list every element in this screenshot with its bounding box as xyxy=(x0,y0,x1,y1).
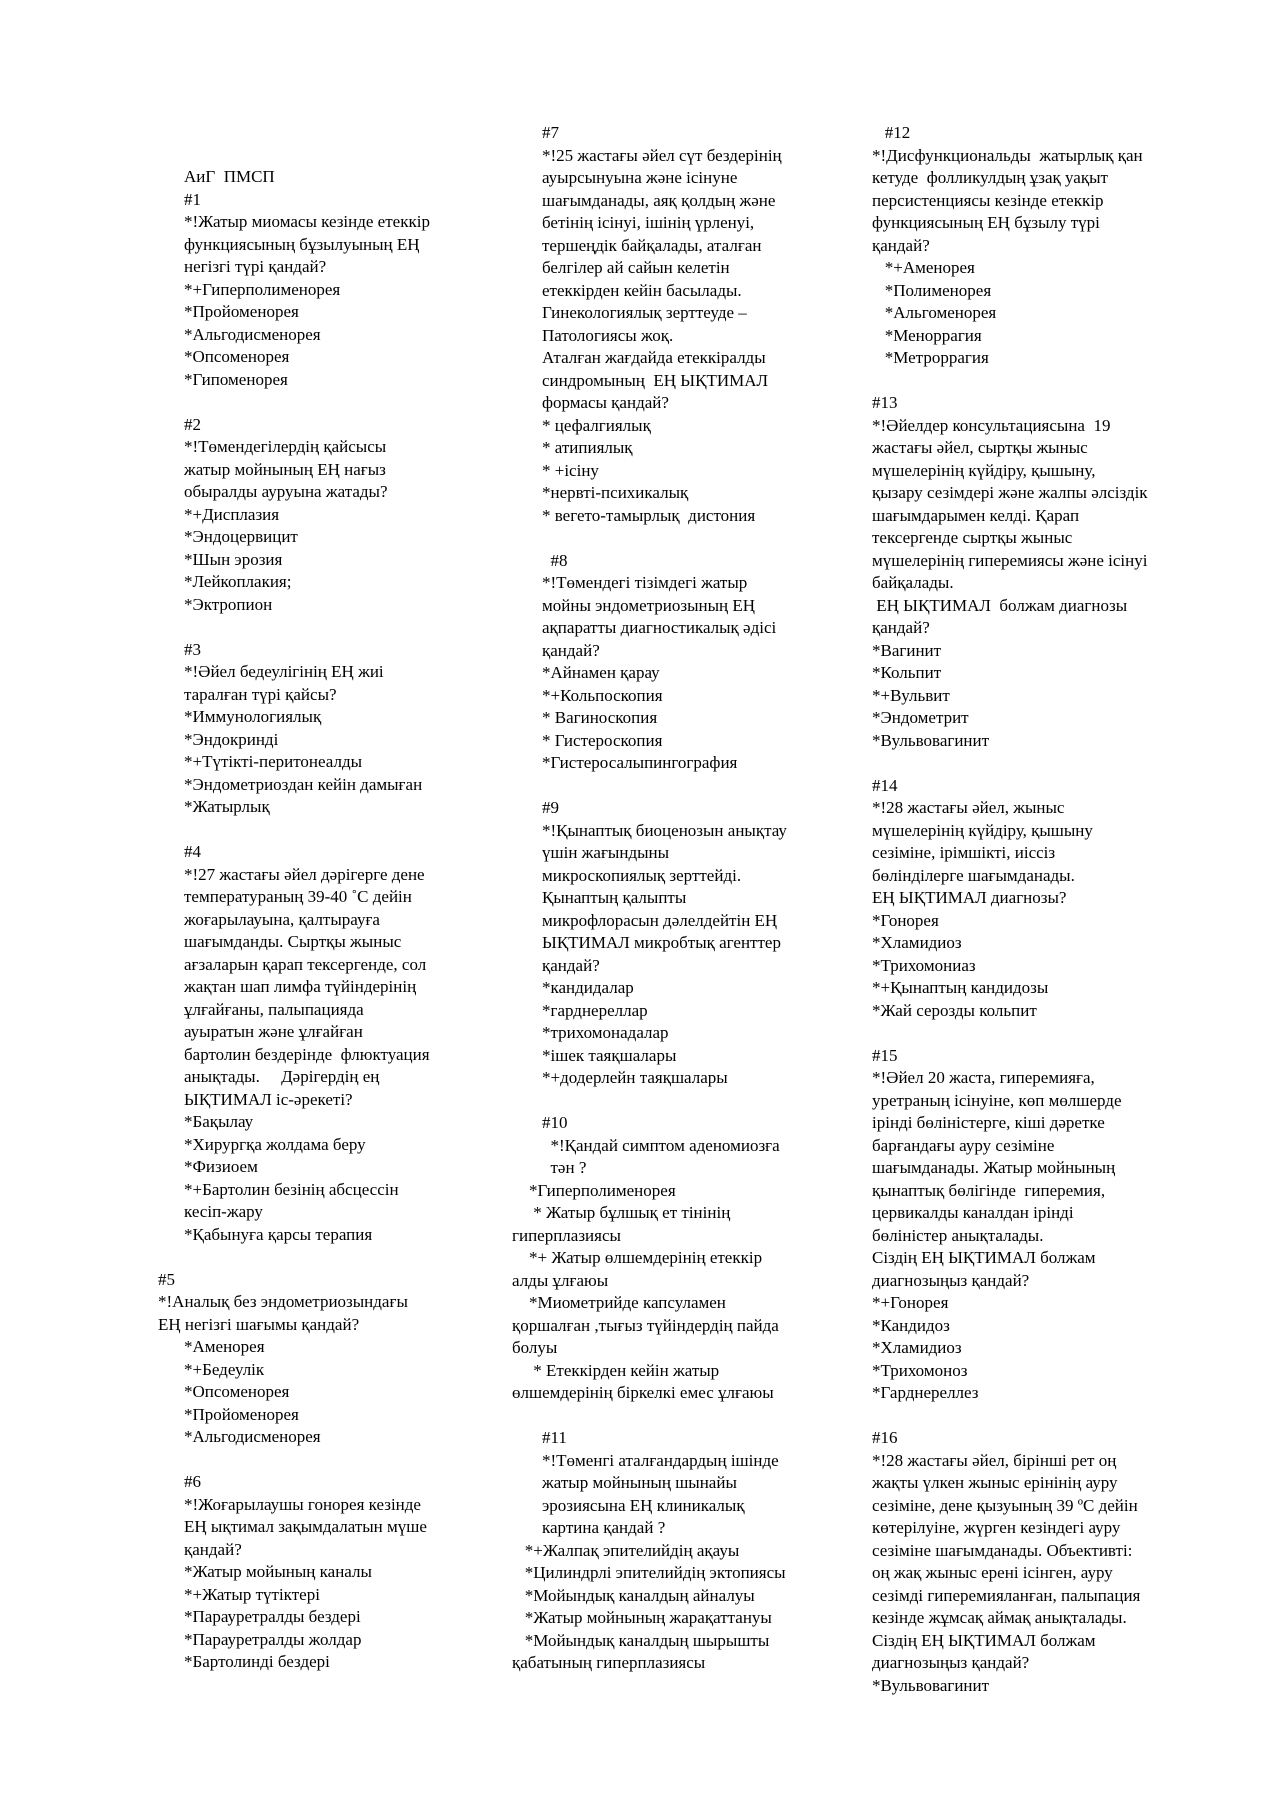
text-line: #10 xyxy=(542,1113,568,1132)
text-line: температураның 39-40 ˚С дейін xyxy=(184,887,412,906)
question-block xyxy=(184,1471,430,1674)
question-block xyxy=(872,1427,1148,1697)
text-line: *!Жоғарылаушы гонорея кезінде xyxy=(184,1494,421,1514)
text-line: *!Төмендегі тізімдегі жатыр xyxy=(542,573,748,592)
blank-line xyxy=(872,370,1148,393)
text-line: *+Жатыр түтіктері xyxy=(184,1584,320,1604)
text-line: мойны эндометриозының ЕҢ xyxy=(542,595,756,615)
text-line: *Альгоменорея xyxy=(872,303,997,322)
text-line: мүшелерінің гиперемиясы және ісінуі xyxy=(872,550,1148,570)
blank-line xyxy=(184,819,430,842)
text-line: *Хламидиоз xyxy=(872,1338,962,1357)
text-line: ЕҢ ықтимал зақымдалатын мүше xyxy=(184,1517,427,1536)
text-line: алды ұлғаюы xyxy=(512,1270,609,1290)
text-line: тершеңдік байқалады, аталған xyxy=(542,235,762,255)
text-line: #6 xyxy=(184,1472,201,1491)
text-line: шағымданады. Жатыр мойнының xyxy=(872,1158,1116,1177)
text-line: *!Әйел бедеулігінің ЕҢ жиі xyxy=(184,662,384,681)
text-line: *!Әйел 20 жаста, гиперемияға, xyxy=(872,1068,1095,1087)
text-line: мүшелерінің күйдіру, қышыну, xyxy=(872,460,1096,480)
text-line: *Кольпит xyxy=(872,663,942,682)
text-line: *+Түтікті-перитонеалды xyxy=(184,752,363,771)
text-line: *!25 жастағы әйел сүт бездерінің xyxy=(542,145,782,165)
text-line: *+Кольпоскопия xyxy=(542,685,663,705)
text-line: * Жатыр бұлшық ет тінінің xyxy=(512,1203,731,1222)
blank-line xyxy=(184,391,430,414)
blank-line xyxy=(872,1022,1148,1045)
text-line: кезінде жұмсақ аймақ анықталады. xyxy=(872,1608,1127,1627)
text-line: *+Гиперполименорея xyxy=(184,279,341,299)
text-line: синдромының ЕҢ ЫҚТИМАЛ xyxy=(542,370,769,390)
text-line: *Гиперполименорея xyxy=(512,1180,676,1200)
text-line: *+додерлейн таяқшалары xyxy=(542,1068,728,1087)
text-line: *+Аменорея xyxy=(872,258,975,277)
text-line: *+Гонорея xyxy=(872,1293,949,1312)
question-block xyxy=(542,550,787,775)
text-line: бөлінділерге шағымданады. xyxy=(872,865,1075,885)
text-line: #3 xyxy=(184,639,201,659)
text-line: *Хирургқа жолдама беру xyxy=(184,1134,366,1154)
text-line: уретраның ісінуіне, көп мөлшерде xyxy=(872,1090,1122,1110)
text-line: *Айнамен қарау xyxy=(542,663,660,682)
text-line: ЕҢ ЫҚТИМАЛ диагнозы? xyxy=(872,888,1067,907)
text-line: *Гарднереллез xyxy=(872,1383,979,1402)
text-line: функциясының бұзылуының ЕҢ xyxy=(184,234,420,254)
text-line: оң жақ жыныс ерені ісінген, ауру xyxy=(872,1563,1113,1582)
blank-line xyxy=(184,616,430,639)
question-block xyxy=(184,166,430,391)
text-line: *Полименорея xyxy=(872,280,992,300)
text-line: *Эндокринді xyxy=(184,729,279,749)
question-block xyxy=(542,1427,787,1540)
text-line: *!Қандай симптом аденомиозға xyxy=(542,1135,780,1155)
text-line: барғандағы ауру сезіміне xyxy=(872,1135,1055,1155)
text-line: сезіміне, ірімшікті, иіссіз xyxy=(872,843,1056,862)
text-line: *!Әйелдер консультациясына 19 xyxy=(872,415,1111,435)
question-block xyxy=(184,414,430,617)
blank-line xyxy=(184,1246,430,1269)
text-line: ауырсынуына және ісінуне xyxy=(542,168,738,187)
text-line: жатыр мойнының шынайы xyxy=(542,1473,737,1492)
text-line: *Бартолинді бездері xyxy=(184,1652,330,1671)
text-line: *Вагинит xyxy=(872,640,942,660)
text-line: * цефалгиялық xyxy=(542,415,651,435)
text-line: *трихомонадалар xyxy=(542,1023,669,1042)
text-line: ЕҢ негізгі шағымы қандай? xyxy=(158,1314,360,1334)
text-line: сезіміне, дене қызуының 39 ºС дейін xyxy=(872,1495,1138,1515)
text-line: *Трихомониаз xyxy=(872,955,976,975)
text-line: қандай? xyxy=(872,618,930,637)
text-line: қандай? xyxy=(542,640,600,660)
text-line: *Гипоменорея xyxy=(184,369,288,389)
text-line: *Хламидиоз xyxy=(872,933,962,952)
blank-line xyxy=(542,775,787,798)
text-line: таралған түрі қайсы? xyxy=(184,684,337,704)
text-line: бетінің ісінуі, ішінің үрленуі, xyxy=(542,213,755,232)
text-line: АиГ ПМСП xyxy=(184,167,275,186)
question-block xyxy=(512,1180,787,1405)
text-line: көтерілуіне, жүрген кезіндегі ауру xyxy=(872,1518,1121,1537)
question-block xyxy=(158,1269,430,1337)
text-line: кесіп-жару xyxy=(184,1202,263,1221)
text-line: *+Бартолин безінің абсцессін xyxy=(184,1179,399,1199)
text-line: *Парауретралды бездері xyxy=(184,1607,361,1626)
text-line: функциясының ЕҢ бұзылу түрі xyxy=(872,213,1100,232)
question-block xyxy=(542,797,787,1090)
text-line: *Альгодисменорея xyxy=(184,324,321,344)
text-line: персистенциясы кезінде етеккір xyxy=(872,190,1104,210)
text-line: *!28 жастағы әйел, жыныс xyxy=(872,798,1065,817)
text-line: *Физиоем xyxy=(184,1157,258,1176)
text-line: цервикалды каналдан ірінді xyxy=(872,1203,1074,1222)
text-line: *Аменорея xyxy=(184,1337,265,1356)
text-line: Патологиясы жоқ. xyxy=(542,325,674,345)
text-line: *!Аналық без эндометриозындағы xyxy=(158,1292,408,1311)
text-line: Гинекологиялық зерттеуде – xyxy=(542,303,747,322)
text-line: шағымданады, аяқ қолдың және xyxy=(542,190,776,210)
text-line: тән ? xyxy=(542,1158,587,1177)
text-line: * Етеккірден кейін жатыр xyxy=(512,1360,720,1380)
text-line: ЫҚТИМАЛ іс-әрекеті? xyxy=(184,1089,353,1109)
text-line: *+Вульвит xyxy=(872,685,950,705)
text-line: *!Жатыр миомасы кезінде етеккір xyxy=(184,212,430,231)
text-line: ұлғайғаны, палыпацияда xyxy=(184,999,364,1019)
text-line: *Парауретралды жолдар xyxy=(184,1629,362,1649)
text-line: қынаптық бөлігінде гиперемия, xyxy=(872,1180,1106,1200)
text-line: #8 xyxy=(542,550,568,570)
text-line: *Лейкоплакия; xyxy=(184,572,292,591)
blank-line xyxy=(184,1449,430,1472)
text-line: гиперплазиясы xyxy=(512,1225,621,1245)
question-block xyxy=(872,392,1148,752)
text-line: микроскопиялық зерттейді. xyxy=(542,865,742,885)
text-line: ақпаратты диагностикалық әдісі xyxy=(542,618,777,637)
text-line: *+ Жатыр өлшемдерінің етеккір xyxy=(512,1248,763,1267)
text-line: диагнозыңыз қандай? xyxy=(872,1270,1030,1290)
text-line: кетуде фолликулдың ұзақ уақыт xyxy=(872,168,1108,187)
text-line: *Эндоцервицит xyxy=(184,527,298,546)
text-line: *Пройоменорея xyxy=(184,1404,299,1424)
text-line: ауыратын және ұлғайған xyxy=(184,1022,363,1041)
text-line: *Бақылау xyxy=(184,1112,254,1131)
text-line: *+Жалпақ эпителийдің ақауы xyxy=(512,1540,740,1560)
text-line: үшін жағындыны xyxy=(542,843,670,862)
question-block xyxy=(872,1045,1148,1405)
text-line: *!Төменгі аталғандардың ішінде xyxy=(542,1450,779,1470)
text-line: *Трихомоноз xyxy=(872,1360,968,1380)
text-line: *Қабынуға қарсы терапия xyxy=(184,1224,373,1244)
text-line: *!Қынаптық биоценозын анықтау xyxy=(542,820,787,840)
text-line: * атипиялық xyxy=(542,438,633,457)
text-line: #11 xyxy=(542,1428,567,1447)
text-line: анықтады. Дәрігердің ең xyxy=(184,1067,380,1086)
text-line: *Гистеросалыпингография xyxy=(542,753,738,772)
text-line: бартолин бездерінде флюктуация xyxy=(184,1044,430,1064)
text-line: *Метроррагия xyxy=(872,348,989,367)
text-line: #1 xyxy=(184,189,201,209)
question-block xyxy=(872,122,1148,370)
text-line: *Опсоменорея xyxy=(184,1382,290,1401)
text-line: негізгі түрі қандай? xyxy=(184,257,327,276)
text-line: етеккірден кейін басылады. xyxy=(542,280,742,300)
text-line: *!27 жастағы әйел дәрігерге дене xyxy=(184,864,425,884)
text-line: *Жатыр мойнының жарақаттануы xyxy=(512,1608,772,1627)
text-line: *кандидалар xyxy=(542,978,634,997)
text-line: *Эндометрит xyxy=(872,708,969,727)
text-line: сезіміне шағымданады. Объективті: xyxy=(872,1540,1133,1560)
text-line: жақтан шап лимфа түйіндерінің xyxy=(184,977,417,996)
text-line: *Шын эрозия xyxy=(184,549,283,569)
blank-line xyxy=(542,1090,787,1113)
column-left xyxy=(158,166,430,1674)
text-line: диагнозыңыз қандай? xyxy=(872,1653,1030,1672)
text-line: * Гистероскопия xyxy=(542,730,663,750)
text-line: белгілер ай сайын келетін xyxy=(542,258,730,277)
text-line: *Жатырлық xyxy=(184,797,270,816)
text-line: #9 xyxy=(542,798,559,817)
text-line: #4 xyxy=(184,842,201,861)
column-middle xyxy=(512,122,787,1675)
text-line: *гарднереллар xyxy=(542,1000,648,1020)
text-line: шағымдарымен келді. Қарап xyxy=(872,505,1080,525)
text-line: эрозиясына ЕҢ клиникалық xyxy=(542,1495,745,1515)
text-line: жастағы әйел, сыртқы жыныс xyxy=(872,438,1088,457)
text-line: ЕҢ ЫҚТИМАЛ болжам диагнозы xyxy=(872,595,1128,615)
text-line: сезімді гиперемияланған, палыпация xyxy=(872,1585,1141,1605)
text-line: * +ісіну xyxy=(542,460,599,480)
text-line: *Эктропион xyxy=(184,594,273,614)
text-line: формасы қандай? xyxy=(542,393,669,412)
text-line: #15 xyxy=(872,1045,898,1065)
text-line: #13 xyxy=(872,393,898,412)
question-block xyxy=(542,122,787,527)
text-line: *Мойындық каналдың айналуы xyxy=(512,1585,755,1605)
text-line: обыралды ауруына жатады? xyxy=(184,482,388,501)
text-line: *Меноррагия xyxy=(872,325,982,345)
text-line: *нервті-психикалық xyxy=(542,483,689,502)
text-line: *+Дисплазия xyxy=(184,504,280,524)
text-line: ағзаларын қарап тексергенде, сол xyxy=(184,954,427,974)
text-line: болуы xyxy=(512,1338,558,1357)
question-block xyxy=(542,1112,787,1180)
text-line: тексергенде сыртқы жыныс xyxy=(872,528,1073,547)
text-line: *Миометрийде капсуламен xyxy=(512,1293,726,1312)
text-line: *Жай серозды кольпит xyxy=(872,1000,1037,1020)
text-line: мүшелерінің күйдіру, қышыну xyxy=(872,820,1093,840)
text-line: *!Төмендегілердің қайсысы xyxy=(184,437,387,456)
text-line: *Иммунологиялық xyxy=(184,707,322,726)
text-line: байқалады. xyxy=(872,573,954,592)
blank-line xyxy=(542,1405,787,1428)
text-line: *Вульвовагинит xyxy=(872,1675,990,1695)
text-line: *ішек таяқшалары xyxy=(542,1045,677,1065)
text-line: *Эндометриоздан кейін дамыған xyxy=(184,774,423,794)
column-right xyxy=(872,122,1148,1697)
text-line: #5 xyxy=(158,1269,175,1289)
text-line: *Гонорея xyxy=(872,910,939,930)
text-line: Аталған жағдайда етеккіралды xyxy=(542,348,766,367)
text-line: *Жатыр мойының каналы xyxy=(184,1562,372,1581)
question-block xyxy=(512,1540,787,1675)
question-block xyxy=(184,639,430,819)
blank-line xyxy=(542,527,787,550)
text-line: қоршалған ,тығыз түйіндердің пайда xyxy=(512,1315,779,1335)
text-line: картина қандай ? xyxy=(542,1518,666,1537)
text-line: өлшемдерінің біркелкі емес ұлғаюы xyxy=(512,1383,774,1402)
text-line: *+Бедеулік xyxy=(184,1359,265,1379)
text-line: #16 xyxy=(872,1428,898,1447)
text-line: микрофлорасын дәлелдейтін ЕҢ xyxy=(542,910,778,930)
text-line: жақты үлкен жыныс ерінінің ауру xyxy=(872,1473,1118,1492)
text-line: *Мойындық каналдың шырышты xyxy=(512,1630,770,1650)
text-line: *!Дисфункциональды жатырлық қан xyxy=(872,145,1143,165)
text-line: *!28 жастағы әйел, бірінші рет оң xyxy=(872,1450,1117,1470)
text-line: қандай? xyxy=(542,955,600,975)
text-line: ЫҚТИМАЛ микробтық агенттер xyxy=(542,933,781,952)
text-line: жоғарылауына, қалтырауға xyxy=(184,909,380,929)
question-block xyxy=(184,1336,430,1449)
text-line: #14 xyxy=(872,775,898,795)
text-line: бөліністер анықталады. xyxy=(872,1225,1044,1245)
text-line: *Вульвовагинит xyxy=(872,730,990,750)
text-line: Сіздің ЕҢ ЫҚТИМАЛ болжам xyxy=(872,1630,1096,1650)
text-line: #2 xyxy=(184,414,201,434)
text-line: қандай? xyxy=(184,1539,242,1559)
text-line: ірінді бөліністерге, кіші дәретке xyxy=(872,1113,1105,1132)
blank-line xyxy=(872,1405,1148,1428)
text-line: жатыр мойнының ЕҢ нағыз xyxy=(184,459,386,479)
text-line: қызару сезімдері және жалпы әлсіздік xyxy=(872,483,1148,502)
blank-line xyxy=(872,752,1148,775)
text-line: Сіздің ЕҢ ЫҚТИМАЛ болжам xyxy=(872,1248,1096,1267)
text-line: *Опсоменорея xyxy=(184,347,290,366)
text-line: *+Қынаптың кандидозы xyxy=(872,978,1049,997)
text-line: *Кандидоз xyxy=(872,1315,950,1335)
text-line: * Вагиноскопия xyxy=(542,708,658,727)
text-line: *Пройоменорея xyxy=(184,302,299,321)
text-line: #12 xyxy=(872,123,911,142)
text-line: *Альгодисменорея xyxy=(184,1427,321,1446)
text-line: * вегето-тамырлық дистония xyxy=(542,505,756,525)
text-line: #7 xyxy=(542,123,559,142)
text-line: қандай? xyxy=(872,235,930,255)
text-line: шағымданды. Сыртқы жыныс xyxy=(184,932,402,951)
text-line: қабатының гиперплазиясы xyxy=(512,1653,706,1672)
question-block xyxy=(184,841,430,1246)
question-block xyxy=(872,775,1148,1023)
text-line: *Цилиндрлі эпителийдің эктопиясы xyxy=(512,1563,786,1582)
text-line: Қынаптың қалыпты xyxy=(542,888,687,907)
